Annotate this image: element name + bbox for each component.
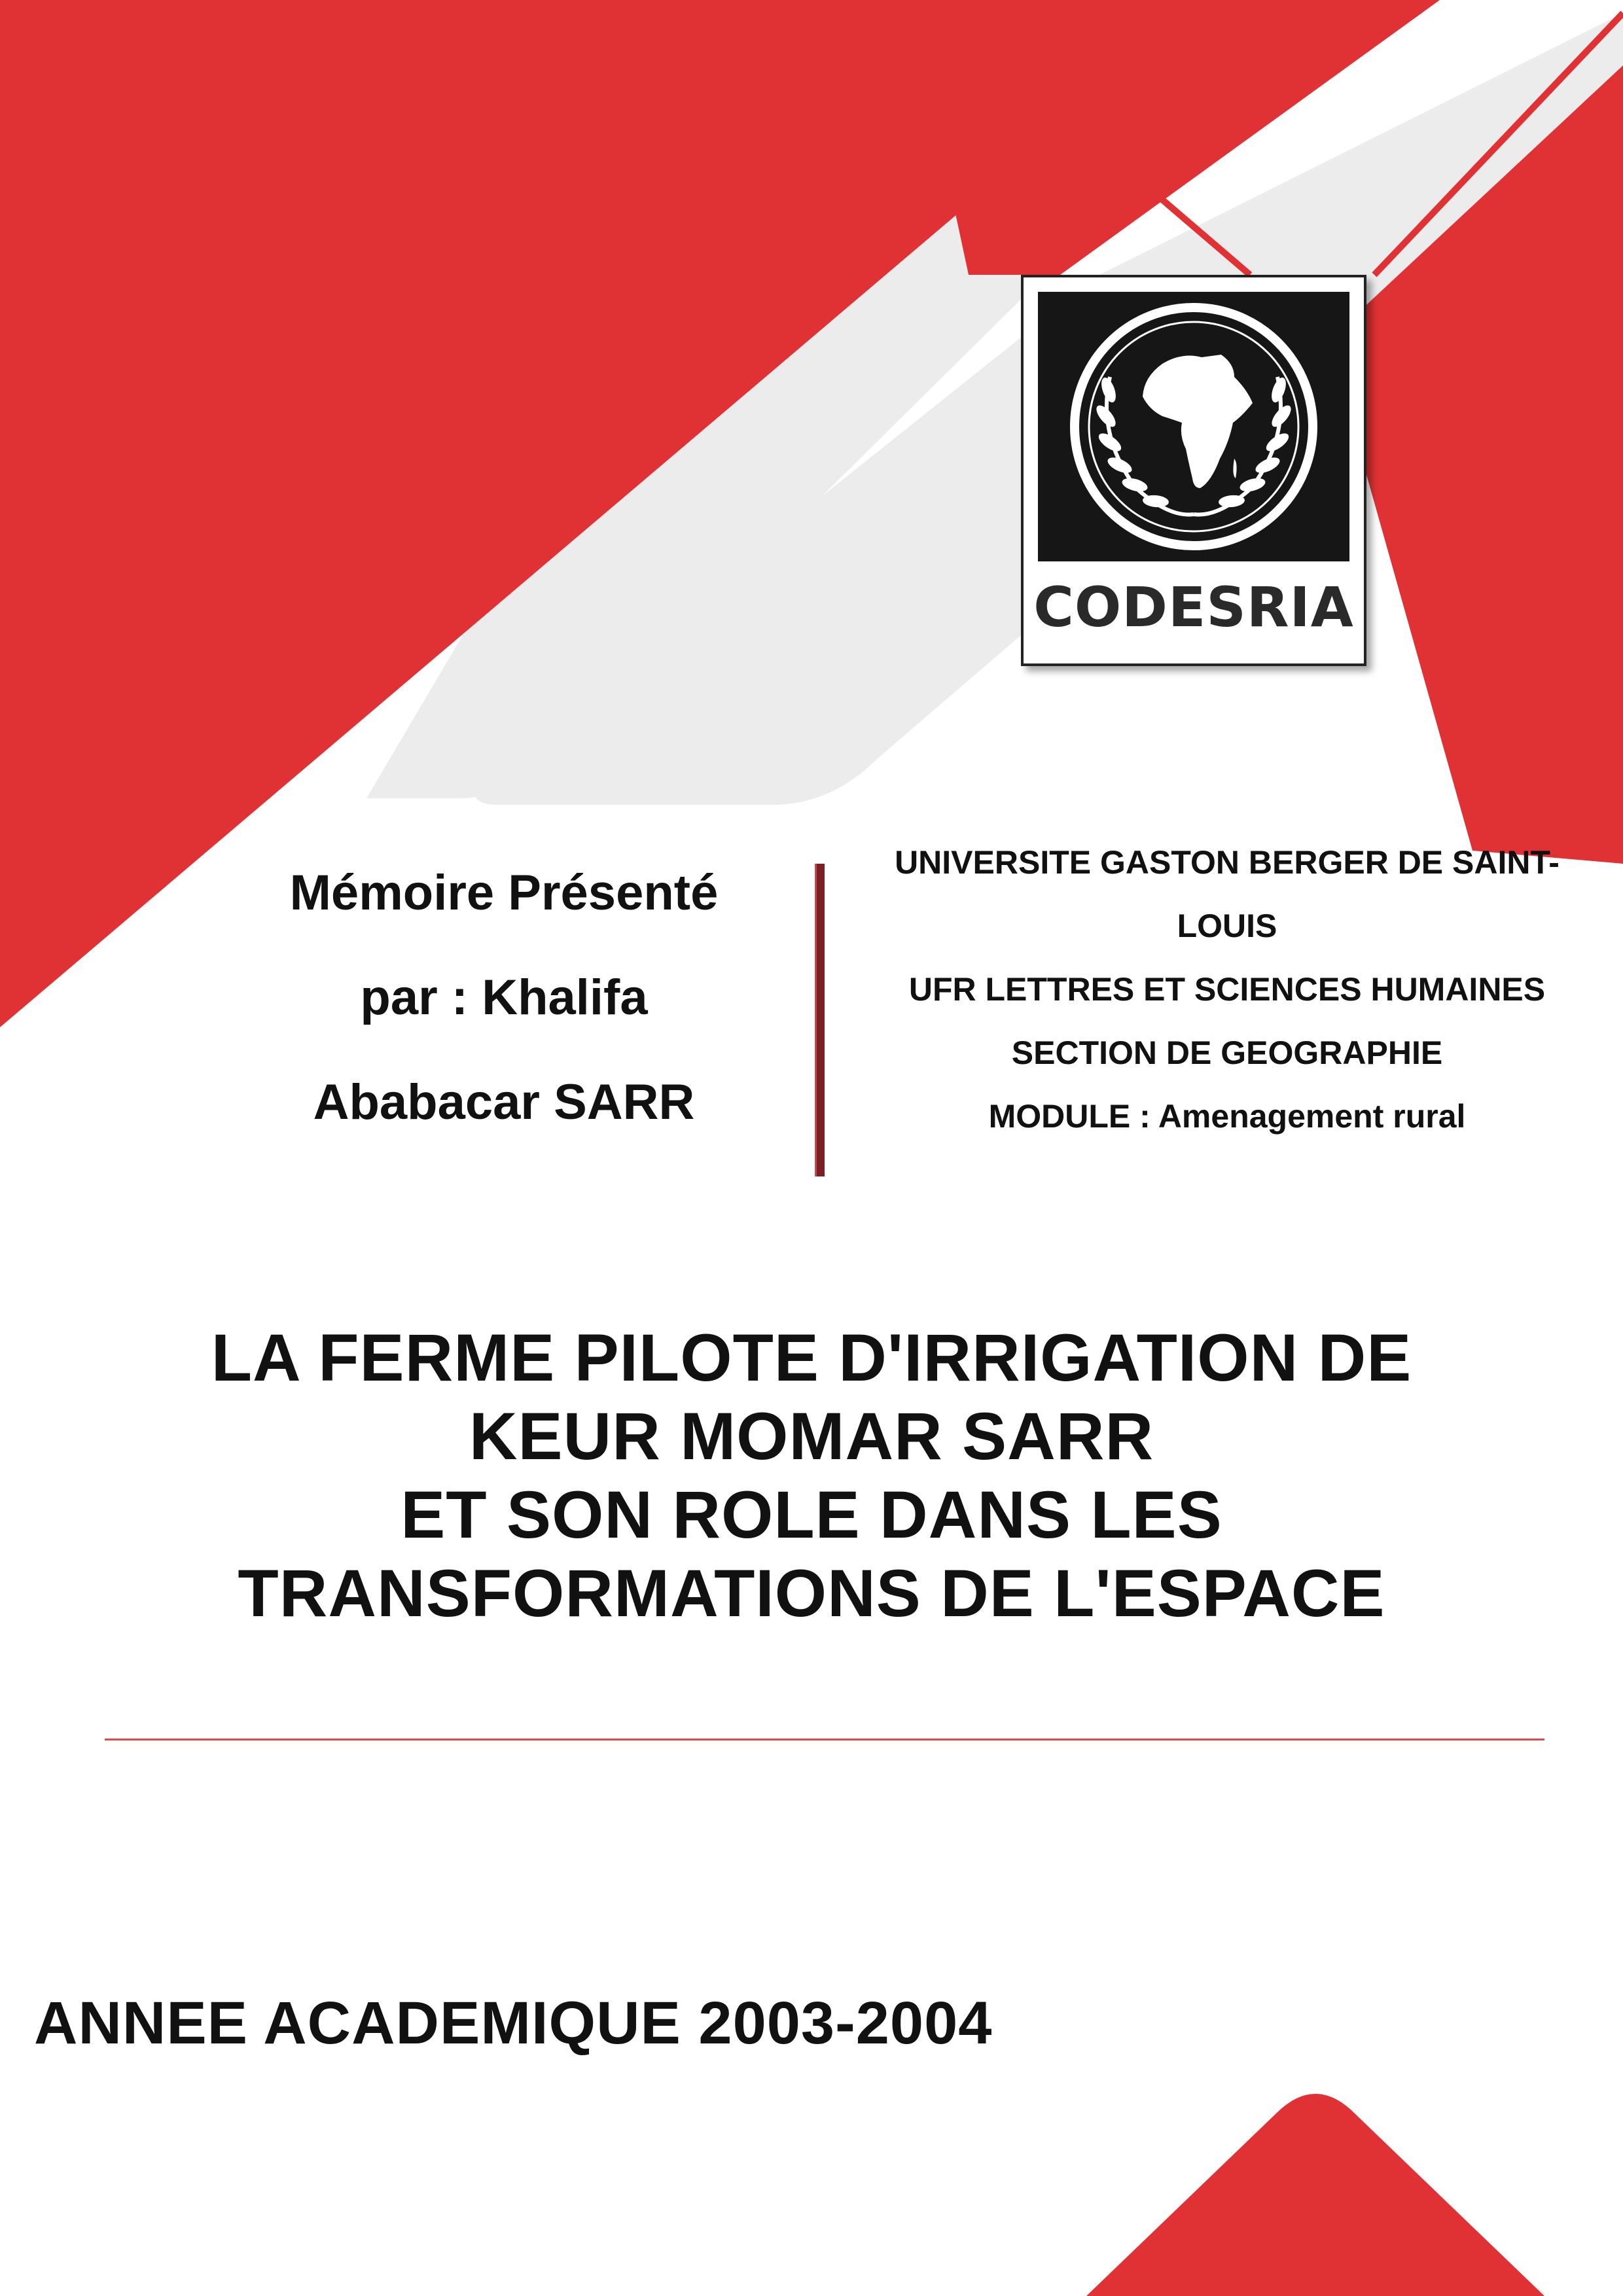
title-line-1: LA FERME PILOTE D'IRRIGATION DE — [211, 1320, 1412, 1395]
author-line-3: Ababacar SARR — [313, 1074, 695, 1130]
university-name-cont: LOUIS — [1177, 908, 1277, 944]
memoir-title — [79, 1318, 1544, 1633]
ufr-name: UFR LETTRES ET SCIENCES HUMAINES — [908, 971, 1546, 1008]
title-line-3: ET SON ROLE DANS LES — [401, 1477, 1222, 1552]
institution-block — [844, 831, 1610, 1148]
academic-year: ANNEE ACADEMIQUE 2003-2004 — [34, 1990, 993, 2057]
module-name: MODULE : Amenagement rural — [988, 1098, 1466, 1135]
logo-text: CODESRIA — [1033, 575, 1354, 639]
horizontal-rule — [105, 1739, 1544, 1740]
author-line-2: par : Khalifa — [360, 970, 648, 1025]
africa-laurel-icon — [1038, 292, 1349, 561]
section-name: SECTION DE GEOGRAPHIE — [1011, 1034, 1443, 1071]
title-line-4: TRANSFORMATIONS DE L'ESPACE — [238, 1556, 1385, 1631]
codesria-logo — [1021, 275, 1366, 666]
author-line-1: Mémoire Présenté — [289, 865, 719, 921]
vertical-divider — [815, 864, 825, 1176]
university-name: UNIVERSITE GASTON BERGER DE SAINT- — [895, 844, 1560, 881]
title-line-2: KEUR MOMAR SARR — [469, 1399, 1154, 1474]
author-block — [196, 841, 812, 1155]
red-triangle-bottom — [1086, 2094, 1544, 2296]
logo-emblem-panel — [1038, 292, 1349, 561]
